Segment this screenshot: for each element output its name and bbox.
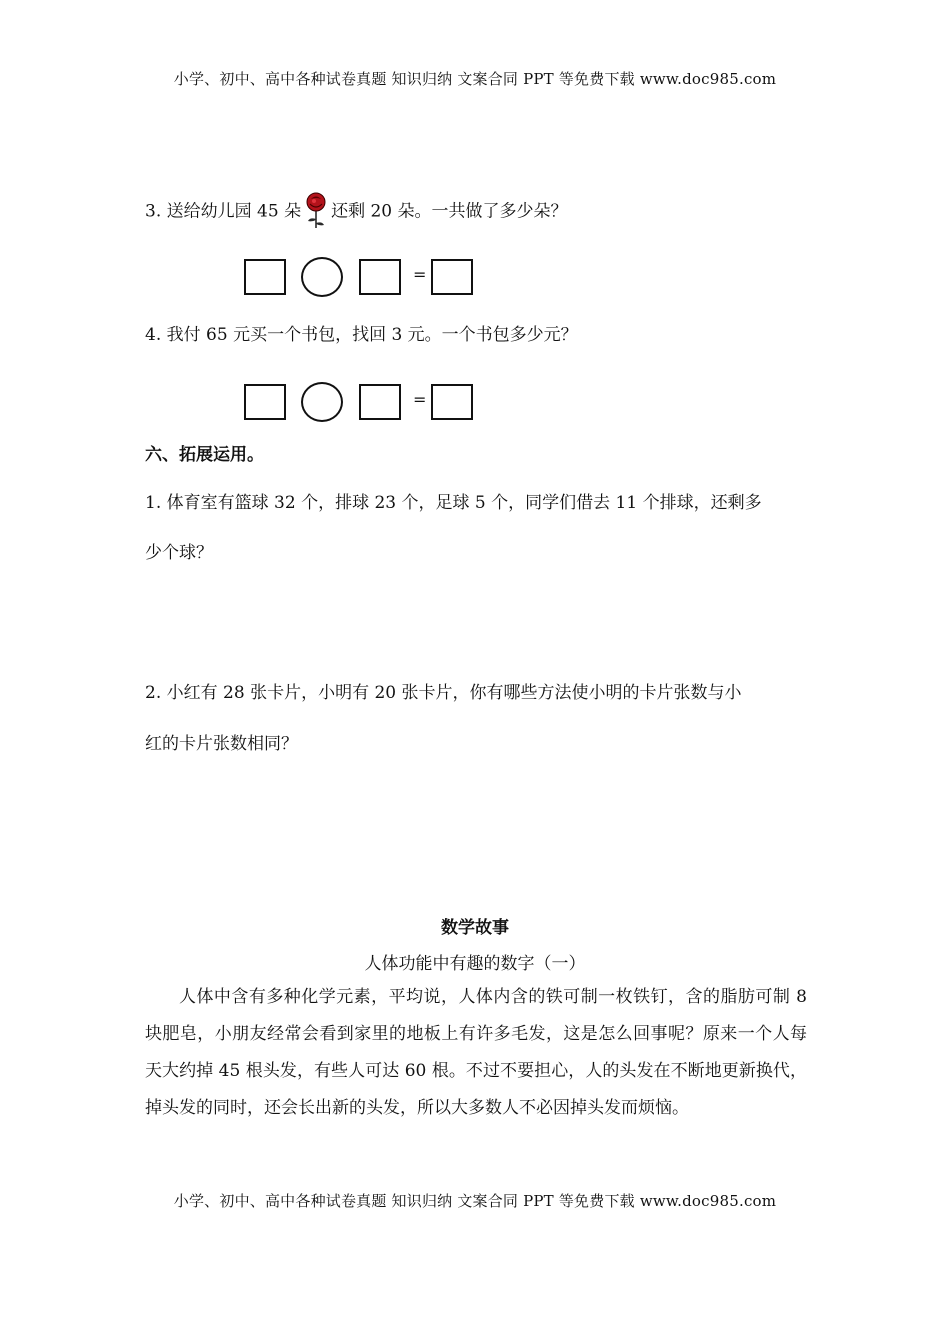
equals-sign: = [413, 265, 427, 284]
question-1-line-1: 1. 体育室有篮球 32 个，排球 23 个，足球 5 个，同学们借去 11 个排球，还剩多 [145, 493, 762, 513]
story-subtitle: 人体功能中有趣的数字（一） [364, 954, 586, 974]
problem-3-text-before: 3. 送给幼儿园 45 朵 [145, 201, 302, 222]
operator-circle[interactable] [301, 382, 343, 422]
page-header: 小学、初中、高中各种试卷真题 知识归纳 文案合同 PPT 等免费下载 www.doc985.com [173, 70, 777, 88]
problem-4: 4. 我付 65 元买一个书包，找回 3 元。一个书包多少元？ [145, 325, 578, 345]
result-box[interactable] [431, 259, 473, 295]
problem-3-text-after: 还剩 20 朵。一共做了多少朵？ [331, 201, 568, 222]
result-box[interactable] [431, 384, 473, 420]
problem-3 [145, 193, 568, 231]
question-2-line-1: 2. 小红有 28 张卡片，小明有 20 张卡片，你有哪些方法使小明的卡片张数与小 [145, 683, 742, 703]
answer-box[interactable] [359, 259, 401, 295]
answer-box[interactable] [359, 384, 401, 420]
answer-box[interactable] [244, 259, 286, 295]
operator-circle[interactable] [301, 257, 343, 297]
page-footer: 小学、初中、高中各种试卷真题 知识归纳 文案合同 PPT 等免费下载 www.doc985.com [173, 1192, 777, 1210]
question-2-line-2: 红的卡片张数相同？ [145, 734, 298, 754]
section-6-title: 六、拓展运用。 [145, 445, 264, 465]
question-1-line-2: 少个球？ [145, 543, 213, 563]
equals-sign: = [413, 390, 427, 409]
flower-icon [303, 191, 329, 229]
answer-box[interactable] [244, 384, 286, 420]
story-title: 数学故事 [441, 918, 509, 938]
story-body: 人体中含有多种化学元素，平均说，人体内含的铁可制一枚铁钉，含的脂肪可制 8 块肥皂，小朋友经常会看到家里的地板上有许多毛发，这是怎么回事呢？原来一个人每天大约掉 45 根头发，有些人可达 60 根。不过不要担心，人的头发在不断地更新换代，掉头发的同时，还会长出新的头发，所以大多数人不必因掉头发而烦恼。 [145, 987, 807, 1118]
